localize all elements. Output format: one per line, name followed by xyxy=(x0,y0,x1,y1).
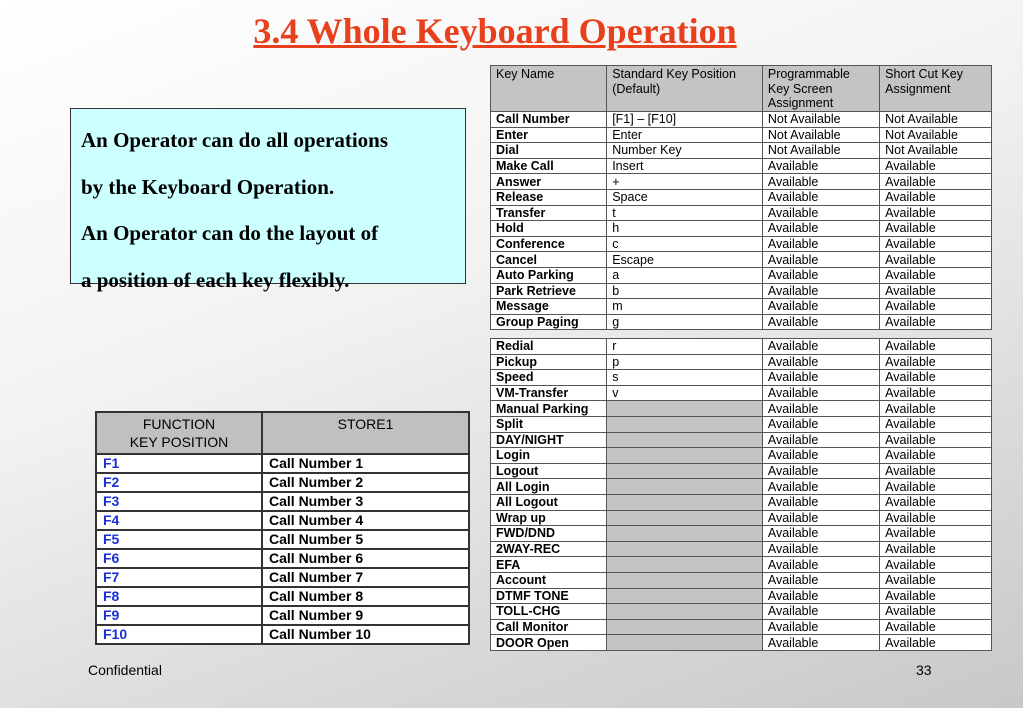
table-row xyxy=(491,479,992,495)
shortcut-cell: Available xyxy=(880,635,992,651)
shortcut-cell: Available xyxy=(880,432,992,448)
programmable-cell: Available xyxy=(762,448,879,464)
key-name-cell: VM-Transfer xyxy=(491,385,607,401)
key-name-cell: Login xyxy=(491,448,607,464)
table-row xyxy=(491,205,992,221)
table-row xyxy=(96,606,469,625)
programmable-cell: Available xyxy=(762,588,879,604)
programmable-cell: Available xyxy=(762,370,879,386)
function-table-header xyxy=(96,412,469,454)
standard-position-cell: Insert xyxy=(607,158,763,174)
key-table-bottom xyxy=(490,338,992,651)
shortcut-cell: Available xyxy=(880,174,992,190)
table-row xyxy=(491,112,992,128)
programmable-cell: Available xyxy=(762,541,879,557)
table-row xyxy=(491,370,992,386)
standard-position-cell xyxy=(607,604,763,620)
programmable-cell: Available xyxy=(762,158,879,174)
standard-position-cell xyxy=(607,494,763,510)
shortcut-cell: Available xyxy=(880,267,992,283)
table-row xyxy=(491,252,992,268)
function-key-cell: F10 xyxy=(96,625,262,644)
shortcut-cell: Available xyxy=(880,572,992,588)
key-name-cell: Message xyxy=(491,299,607,315)
standard-position-cell xyxy=(607,635,763,651)
standard-position-cell: [F1] – [F10] xyxy=(607,112,763,128)
table-row xyxy=(96,492,469,511)
programmable-cell: Available xyxy=(762,221,879,237)
table-row xyxy=(96,568,469,587)
table-row xyxy=(491,221,992,237)
programmable-cell: Available xyxy=(762,236,879,252)
table-row xyxy=(96,530,469,549)
standard-position-cell xyxy=(607,416,763,432)
standard-position-cell: m xyxy=(607,299,763,315)
store-value-cell: Call Number 7 xyxy=(262,568,469,587)
key-name-cell: TOLL-CHG xyxy=(491,604,607,620)
standard-position-cell: v xyxy=(607,385,763,401)
function-key-cell: F7 xyxy=(96,568,262,587)
programmable-cell: Available xyxy=(762,354,879,370)
shortcut-cell: Not Available xyxy=(880,112,992,128)
standard-position-cell xyxy=(607,572,763,588)
shortcut-cell: Available xyxy=(880,557,992,573)
table-row xyxy=(491,174,992,190)
standard-position-cell: p xyxy=(607,354,763,370)
standard-position-cell: Space xyxy=(607,189,763,205)
key-name-cell: Group Paging xyxy=(491,314,607,330)
standard-position-cell xyxy=(607,526,763,542)
page-number: 33 xyxy=(916,662,932,678)
key-table-top xyxy=(490,65,992,330)
table-row xyxy=(96,454,469,473)
standard-position-cell xyxy=(607,541,763,557)
table-row xyxy=(491,143,992,159)
shortcut-cell: Available xyxy=(880,541,992,557)
key-name-cell: DAY/NIGHT xyxy=(491,432,607,448)
key-name-cell: Answer xyxy=(491,174,607,190)
standard-position-cell: Number Key xyxy=(607,143,763,159)
standard-position-cell xyxy=(607,510,763,526)
store-value-cell: Call Number 8 xyxy=(262,587,469,606)
key-name-cell: Transfer xyxy=(491,205,607,221)
standard-position-cell xyxy=(607,479,763,495)
header-standard-key-position: Standard Key Position (Default) xyxy=(607,66,763,112)
function-key-cell: F1 xyxy=(96,454,262,473)
key-name-cell: Dial xyxy=(491,143,607,159)
function-key-cell: F2 xyxy=(96,473,262,492)
key-name-cell: 2WAY-REC xyxy=(491,541,607,557)
key-name-cell: EFA xyxy=(491,557,607,573)
key-name-cell: DTMF TONE xyxy=(491,588,607,604)
table-row xyxy=(491,339,992,355)
store-value-cell: Call Number 1 xyxy=(262,454,469,473)
table-row xyxy=(96,549,469,568)
programmable-cell: Available xyxy=(762,189,879,205)
store-value-cell: Call Number 9 xyxy=(262,606,469,625)
programmable-cell: Available xyxy=(762,432,879,448)
table-row xyxy=(491,236,992,252)
table-row xyxy=(491,432,992,448)
key-name-cell: Pickup xyxy=(491,354,607,370)
standard-position-cell xyxy=(607,432,763,448)
key-name-cell: Call Number xyxy=(491,112,607,128)
shortcut-cell: Available xyxy=(880,463,992,479)
key-name-cell: Enter xyxy=(491,127,607,143)
key-name-cell: DOOR Open xyxy=(491,635,607,651)
header-shortcut-assignment: Short Cut Key Assignment xyxy=(880,66,992,112)
standard-position-cell xyxy=(607,401,763,417)
header-store1: STORE1 xyxy=(262,412,469,454)
table-row xyxy=(491,588,992,604)
function-key-table xyxy=(95,411,470,645)
standard-position-cell xyxy=(607,448,763,464)
key-name-cell: Manual Parking xyxy=(491,401,607,417)
standard-position-cell: + xyxy=(607,174,763,190)
standard-position-cell: Escape xyxy=(607,252,763,268)
shortcut-cell: Available xyxy=(880,283,992,299)
key-name-cell: Release xyxy=(491,189,607,205)
key-name-cell: Hold xyxy=(491,221,607,237)
function-key-cell: F8 xyxy=(96,587,262,606)
description-line: An Operator can do all operations xyxy=(81,128,389,152)
store-value-cell: Call Number 5 xyxy=(262,530,469,549)
shortcut-cell: Not Available xyxy=(880,143,992,159)
programmable-cell: Available xyxy=(762,385,879,401)
table-row xyxy=(96,473,469,492)
programmable-cell: Not Available xyxy=(762,127,879,143)
shortcut-cell: Available xyxy=(880,299,992,315)
standard-position-cell: a xyxy=(607,267,763,283)
key-name-cell: FWD/DND xyxy=(491,526,607,542)
programmable-cell: Available xyxy=(762,401,879,417)
table-row xyxy=(491,416,992,432)
store-value-cell: Call Number 2 xyxy=(262,473,469,492)
key-name-cell: Make Call xyxy=(491,158,607,174)
slide-title: 3.4 Whole Keyboard Operation xyxy=(253,11,737,51)
key-name-cell: Split xyxy=(491,416,607,432)
programmable-cell: Available xyxy=(762,463,879,479)
shortcut-cell: Available xyxy=(880,370,992,386)
shortcut-cell: Available xyxy=(880,416,992,432)
programmable-cell: Available xyxy=(762,416,879,432)
standard-position-cell xyxy=(607,588,763,604)
key-name-cell: Logout xyxy=(491,463,607,479)
table-row xyxy=(491,158,992,174)
shortcut-cell: Not Available xyxy=(880,127,992,143)
header-programmable-assignment: Programmable Key Screen Assignment xyxy=(762,66,879,112)
table-row xyxy=(96,511,469,530)
table-row xyxy=(491,299,992,315)
function-key-cell: F9 xyxy=(96,606,262,625)
key-name-cell: Redial xyxy=(491,339,607,355)
programmable-cell: Available xyxy=(762,314,879,330)
shortcut-cell: Available xyxy=(880,401,992,417)
programmable-cell: Available xyxy=(762,299,879,315)
programmable-cell: Available xyxy=(762,572,879,588)
programmable-cell: Available xyxy=(762,619,879,635)
key-name-cell: Account xyxy=(491,572,607,588)
standard-position-cell: t xyxy=(607,205,763,221)
shortcut-cell: Available xyxy=(880,236,992,252)
programmable-cell: Available xyxy=(762,252,879,268)
shortcut-cell: Available xyxy=(880,604,992,620)
shortcut-cell: Available xyxy=(880,354,992,370)
table-row xyxy=(491,189,992,205)
shortcut-cell: Available xyxy=(880,588,992,604)
table-row xyxy=(491,635,992,651)
table-row xyxy=(491,494,992,510)
shortcut-cell: Available xyxy=(880,205,992,221)
shortcut-cell: Available xyxy=(880,510,992,526)
table-row xyxy=(96,625,469,644)
header-key-name: Key Name xyxy=(491,66,607,112)
standard-position-cell: r xyxy=(607,339,763,355)
function-key-cell: F4 xyxy=(96,511,262,530)
header-function-key-position: FUNCTION KEY POSITION xyxy=(96,412,262,454)
description-line: An Operator can do the layout of xyxy=(81,221,379,245)
shortcut-cell: Available xyxy=(880,252,992,268)
programmable-cell: Available xyxy=(762,339,879,355)
programmable-cell: Available xyxy=(762,510,879,526)
table-row xyxy=(491,448,992,464)
table-row xyxy=(491,127,992,143)
store-value-cell: Call Number 4 xyxy=(262,511,469,530)
standard-position-cell xyxy=(607,557,763,573)
standard-position-cell: Enter xyxy=(607,127,763,143)
table-row xyxy=(491,557,992,573)
programmable-cell: Available xyxy=(762,174,879,190)
store-value-cell: Call Number 10 xyxy=(262,625,469,644)
standard-position-cell: s xyxy=(607,370,763,386)
standard-position-cell: b xyxy=(607,283,763,299)
shortcut-cell: Available xyxy=(880,494,992,510)
programmable-cell: Available xyxy=(762,604,879,620)
programmable-cell: Available xyxy=(762,526,879,542)
shortcut-cell: Available xyxy=(880,158,992,174)
shortcut-cell: Available xyxy=(880,221,992,237)
programmable-cell: Available xyxy=(762,283,879,299)
table-row xyxy=(491,604,992,620)
key-name-cell: All Login xyxy=(491,479,607,495)
key-table-header xyxy=(491,66,992,112)
programmable-cell: Available xyxy=(762,267,879,283)
table-row xyxy=(491,267,992,283)
function-key-cell: F3 xyxy=(96,492,262,511)
table-row xyxy=(491,510,992,526)
standard-position-cell xyxy=(607,619,763,635)
description-box xyxy=(70,108,466,292)
key-name-cell: Park Retrieve xyxy=(491,283,607,299)
function-key-cell: F6 xyxy=(96,549,262,568)
store-value-cell: Call Number 3 xyxy=(262,492,469,511)
standard-position-cell xyxy=(607,463,763,479)
shortcut-cell: Available xyxy=(880,189,992,205)
key-name-cell: Call Monitor xyxy=(491,619,607,635)
description-line: by the Keyboard Operation. xyxy=(81,174,335,199)
table-row xyxy=(491,619,992,635)
table-row xyxy=(96,587,469,606)
footer-confidential: Confidential xyxy=(88,662,162,678)
key-name-cell: Auto Parking xyxy=(491,267,607,283)
key-name-cell: Wrap up xyxy=(491,510,607,526)
table-row xyxy=(491,541,992,557)
programmable-cell: Available xyxy=(762,205,879,221)
key-name-cell: All Logout xyxy=(491,494,607,510)
programmable-cell: Available xyxy=(762,635,879,651)
shortcut-cell: Available xyxy=(880,385,992,401)
shortcut-cell: Available xyxy=(880,448,992,464)
standard-position-cell: g xyxy=(607,314,763,330)
shortcut-cell: Available xyxy=(880,339,992,355)
table-row xyxy=(491,314,992,330)
table-row xyxy=(491,354,992,370)
key-name-cell: Cancel xyxy=(491,252,607,268)
table-row xyxy=(491,401,992,417)
shortcut-cell: Available xyxy=(880,526,992,542)
programmable-cell: Available xyxy=(762,557,879,573)
table-row xyxy=(491,526,992,542)
programmable-cell: Available xyxy=(762,479,879,495)
shortcut-cell: Available xyxy=(880,314,992,330)
shortcut-cell: Available xyxy=(880,479,992,495)
key-name-cell: Speed xyxy=(491,370,607,386)
table-row xyxy=(491,463,992,479)
table-row xyxy=(491,283,992,299)
table-row xyxy=(491,572,992,588)
standard-position-cell: h xyxy=(607,221,763,237)
standard-position-cell: c xyxy=(607,236,763,252)
programmable-cell: Available xyxy=(762,494,879,510)
function-key-cell: F5 xyxy=(96,530,262,549)
table-row xyxy=(491,385,992,401)
programmable-cell: Not Available xyxy=(762,112,879,128)
shortcut-cell: Available xyxy=(880,619,992,635)
programmable-cell: Not Available xyxy=(762,143,879,159)
description-line: a position of each key flexibly. xyxy=(81,267,350,292)
store-value-cell: Call Number 6 xyxy=(262,549,469,568)
key-name-cell: Conference xyxy=(491,236,607,252)
